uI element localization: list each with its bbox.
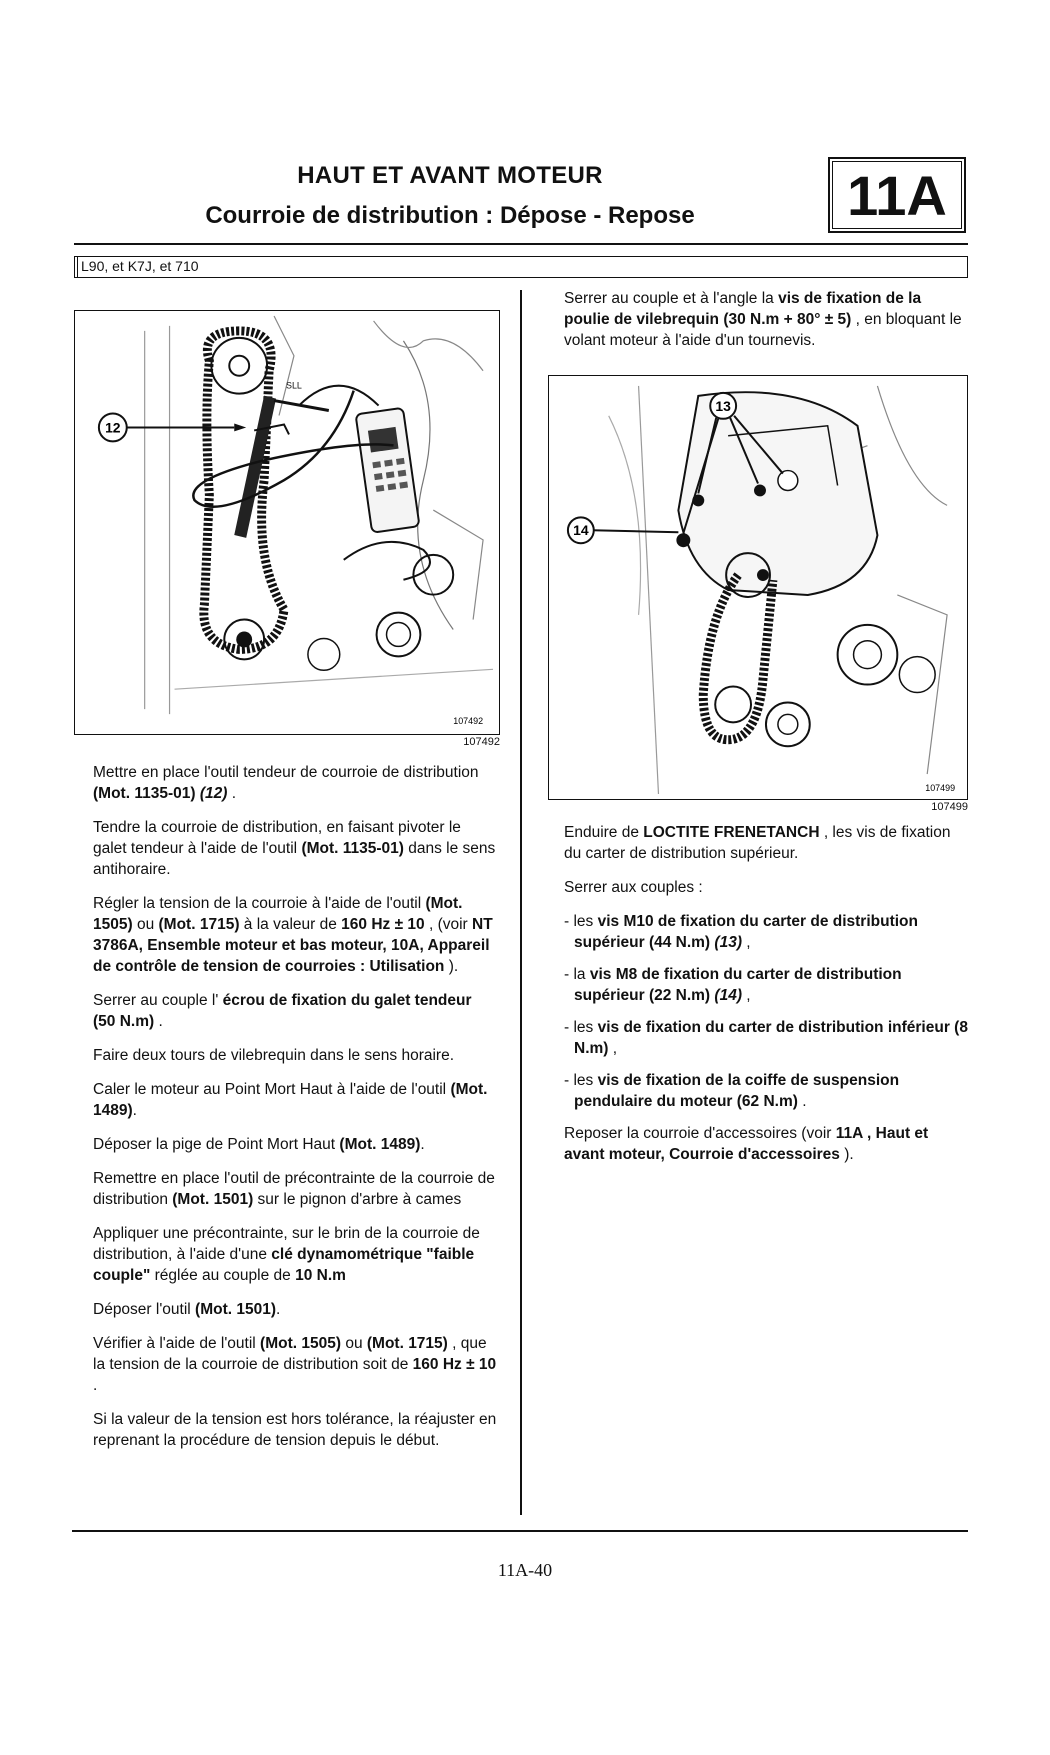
paragraph: Serrer au couple l' écrou de fixation du galet tendeur (50 N.m) . <box>93 992 472 1030</box>
paragraph: Remettre en place l'outil de précontrainte de la courroie de distribution (Mot. 1501) sur le pignon d'arbre à cames <box>93 1170 495 1208</box>
paragraph: Vérifier à l'aide de l'outil (Mot. 1505) ou (Mot. 1715) , que la tension de la courroie de distribution soit de 160 Hz ± 10 . <box>93 1335 497 1394</box>
paragraph: Déposer l'outil (Mot. 1501). <box>93 1301 281 1318</box>
list-item: - les vis de fixation du carter de distribution inférieur (8 N.m) , <box>564 1019 968 1057</box>
callout-12: 12 <box>105 419 121 436</box>
figure-number-right: 107499 <box>931 801 968 813</box>
paragraph: Tendre la courroie de distribution, en faisant pivoter le galet tendeur à l'aide de l'outil (Mot. 1135-01) dans le sens antihoraire. <box>93 819 496 878</box>
footer-rule <box>72 1530 968 1532</box>
list-item: - la vis M8 de fixation du carter de distribution supérieur (22 N.m) (14) , <box>564 966 902 1004</box>
paragraph: Si la valeur de la tension est hors tolérance, la réajuster en reprenant la procédure de tension depuis le début. <box>93 1411 497 1449</box>
page-subtitle: Courroie de distribution : Dépose - Repose <box>205 202 695 229</box>
paragraph: Régler la tension de la courroie à l'aide de l'outil (Mot. 1505) ou (Mot. 1715) à la valeur de 160 Hz ± 10 , (voir NT 3786A, Ensemble moteur et bas moteur, 10A, Appareil de contrôle de tension de courroies : Utilisation ). <box>93 895 493 975</box>
applicability-bar <box>74 256 968 278</box>
paragraph: Appliquer une précontrainte, sur le brin de la courroie de distribution, à l'aide d'une clé dynamométrique "faible couple" réglée au couple de 10 N.m <box>93 1225 480 1284</box>
right-column-top <box>564 288 968 364</box>
section-tab-label: 11A <box>847 164 947 227</box>
paragraph: Enduire de LOCTITE FRENETANCH , les vis de fixation du carter de distribution supérieur. <box>564 824 951 862</box>
figure-belt-tensioner <box>74 310 500 735</box>
paragraph: Faire deux tours de vilebrequin dans le sens horaire. <box>93 1047 455 1064</box>
list-item: - les vis de fixation de la coiffe de suspension pendulaire du moteur (62 N.m) . <box>564 1072 900 1110</box>
svg-text:SLL: SLL <box>286 380 302 391</box>
callout-14: 14 <box>573 522 589 539</box>
svg-text:107499: 107499 <box>925 783 956 794</box>
list-item: - les vis M10 de fixation du carter de distribution supérieur (44 N.m) (13) , <box>564 913 918 951</box>
paragraph: Déposer la pige de Point Mort Haut (Mot. 1489). <box>93 1136 425 1153</box>
figure-number-left: 107492 <box>463 736 500 748</box>
paragraph: Serrer au couple et à l'angle la vis de fixation de la poulie de vilebrequin (30 N.m + 80° ± 5) , en bloquant le volant moteur à l'aide d'un tournevis. <box>564 290 962 349</box>
paragraph: Caler le moteur au Point Mort Haut à l'aide de l'outil (Mot. 1489). <box>93 1081 488 1119</box>
left-column <box>93 762 498 1464</box>
page-title: HAUT ET AVANT MOTEUR <box>297 162 603 189</box>
paragraph: Serrer aux couples : <box>564 879 703 896</box>
section-tab <box>828 157 966 233</box>
engine-illustration-right <box>549 376 967 799</box>
figure-distribution-cover <box>548 375 968 800</box>
page-number: 11A-40 <box>497 1560 553 1580</box>
svg-text:107492: 107492 <box>453 716 484 727</box>
paragraph: Reposer la courroie d'accessoires (voir 11A , Haut et avant moteur, Courroie d'accessoires ). <box>564 1125 929 1163</box>
header-rule <box>74 243 968 245</box>
applicability-text: L90, et K7J, et 710 <box>81 258 199 274</box>
column-separator <box>520 290 522 1515</box>
engine-illustration-left <box>75 311 499 734</box>
callout-13: 13 <box>715 397 731 414</box>
right-column-bottom <box>564 822 968 1178</box>
paragraph: Mettre en place l'outil tendeur de courroie de distribution (Mot. 1135-01) (12) . <box>93 764 479 802</box>
